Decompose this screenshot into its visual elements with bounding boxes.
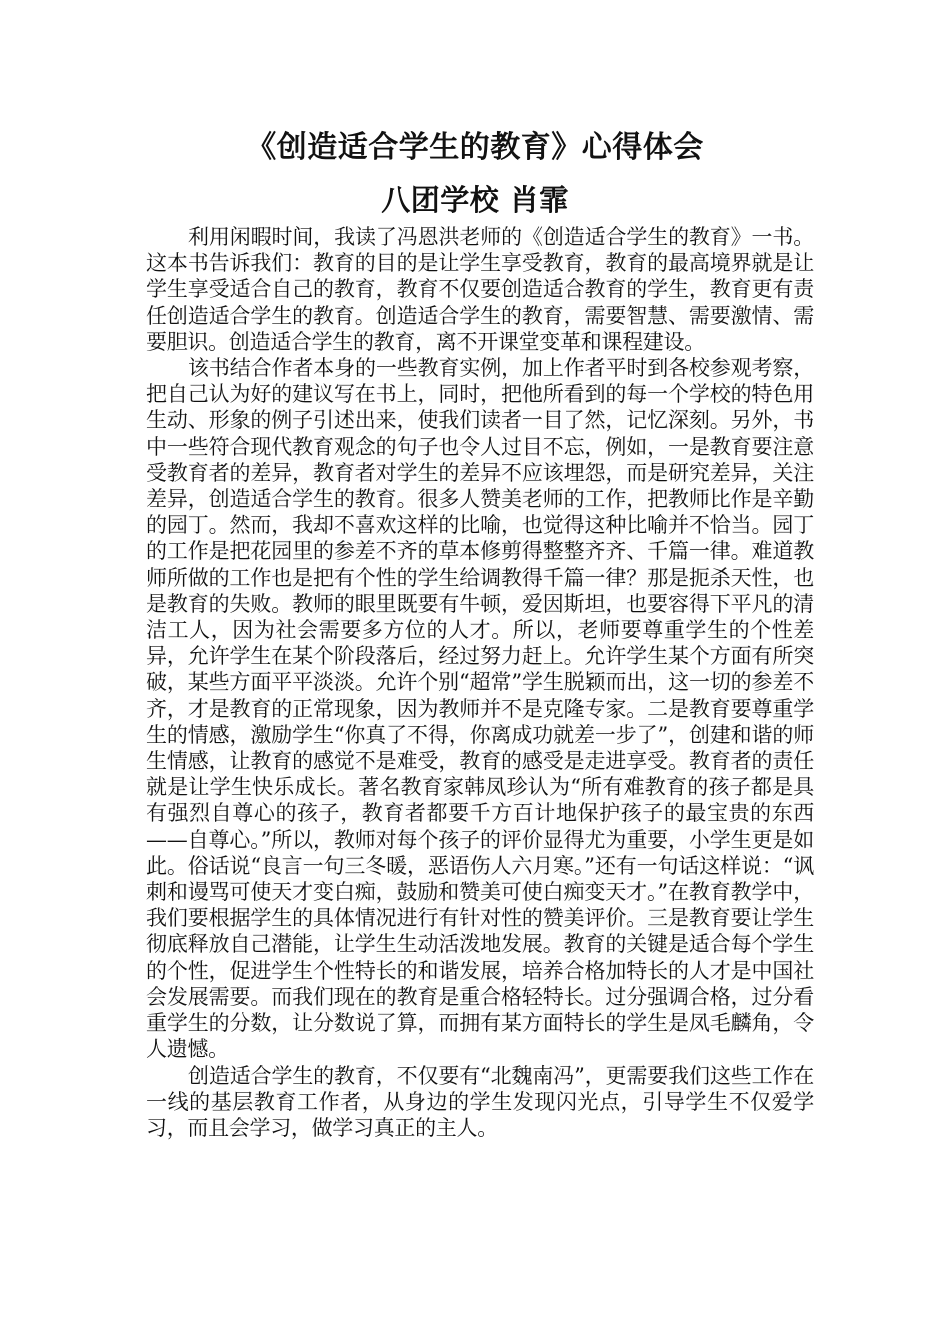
author-line: 八团学校 肖霏 xyxy=(381,183,569,217)
paragraph: 该书结合作者本身的一些教育实例，加上作者平时到各校参观考察，把自己认为好的建议写在书上，同时，把他所看到的每一个学校的特色用生动、形象的例子引述出来，使我们读者一目了然，记忆深刻。另外，书中一些符合现代教育观念的句子也令人过目不忘，例如，一是教育要注意受教育者的差异，教育者对学生的差异不应该埋怨，而是研究差异，关注差异，创造适合学生的教育。很多人赞美老师的工作，把教师比作是辛勤的园丁。然而，我却不喜欢这样的比喻，也觉得这种比喻并不恰当。园丁的工作是把花园里的参差不齐的草本修剪得整整齐齐、千篇一律。难道教师所做的工作也是把有个性的学生给调教得千篇一律？那是扼杀天性，也是教育的失败。教师的眼里既要有牛顿，爱因斯坦，也要容得下平凡的清洁工人，因为社会需要多方位的人才。所以，老师要尊重学生的个性差异，允许学生在某个阶段落后，经过努力赶上。允许学生某个方面有所突破，某些方面平平淡淡。允许个别“超常”学生脱颖而出，这一切的参差不齐，才是教育的正常现象，因为教师并不是克隆专家。二是教育要尊重学生的情感，激励学生“你真了不得，你离成功就差一步了”，创建和谐的师生情感，让教育的感觉不是难受，教育的感受是走进享受。教育者的责任就是让学生快乐成长。著名教育家韩凤珍认为“所有难教育的孩子都是具有强烈自尊心的孩子，教育者都要千方百计地保护孩子的最宝贵的东西——自尊心。”所以，教师对每个孩子的评价显得尤为重要，小学生更是如此。俗话说“良言一句三冬暖，恶语伤人六月寒。”还有一句话这样说：“讽刺和谩骂可使天才变白痴，鼓励和赞美可使白痴变天才。”在教育教学中，我们要根据学生的具体情况进行有针对性的赞美评价。三是教育要让学生彻底释放自己潜能，让学生生动活泼地发展。教育的关键是适合每个学生的个性，促进学生个性特长的和谐发展，培养合格加特长的人才是中国社会发展需要。而我们现在的教育是重合格轻特长。过分强调合格，过分看重学生的分数，让分数说了算，而拥有某方面特长的学生是凤毛麟角，令人遗憾。 xyxy=(146,356,814,1062)
document-title: 《创造适合学生的教育》心得体会 xyxy=(246,130,704,165)
document-body xyxy=(146,224,814,1141)
paragraph: 创造适合学生的教育，不仅要有“北魏南冯”，更需要我们这些工作在一线的基层教育工作者，从身边的学生发现闪光点，引导学生不仅爱学习，而且会学习，做学习真正的主人。 xyxy=(146,1063,814,1140)
paragraph: 利用闲暇时间，我读了冯恩洪老师的《创造适合学生的教育》一书。这本书告诉我们：教育的目的是让学生享受教育，教育的最高境界就是让学生享受适合自己的教育，教育不仅要创造适合教育的学生，教育更有责任创造适合学生的教育。创造适合学生的教育，需要智慧、需要激情、需要胆识。创造适合学生的教育，离不开课堂变革和课程建设。 xyxy=(146,225,814,354)
